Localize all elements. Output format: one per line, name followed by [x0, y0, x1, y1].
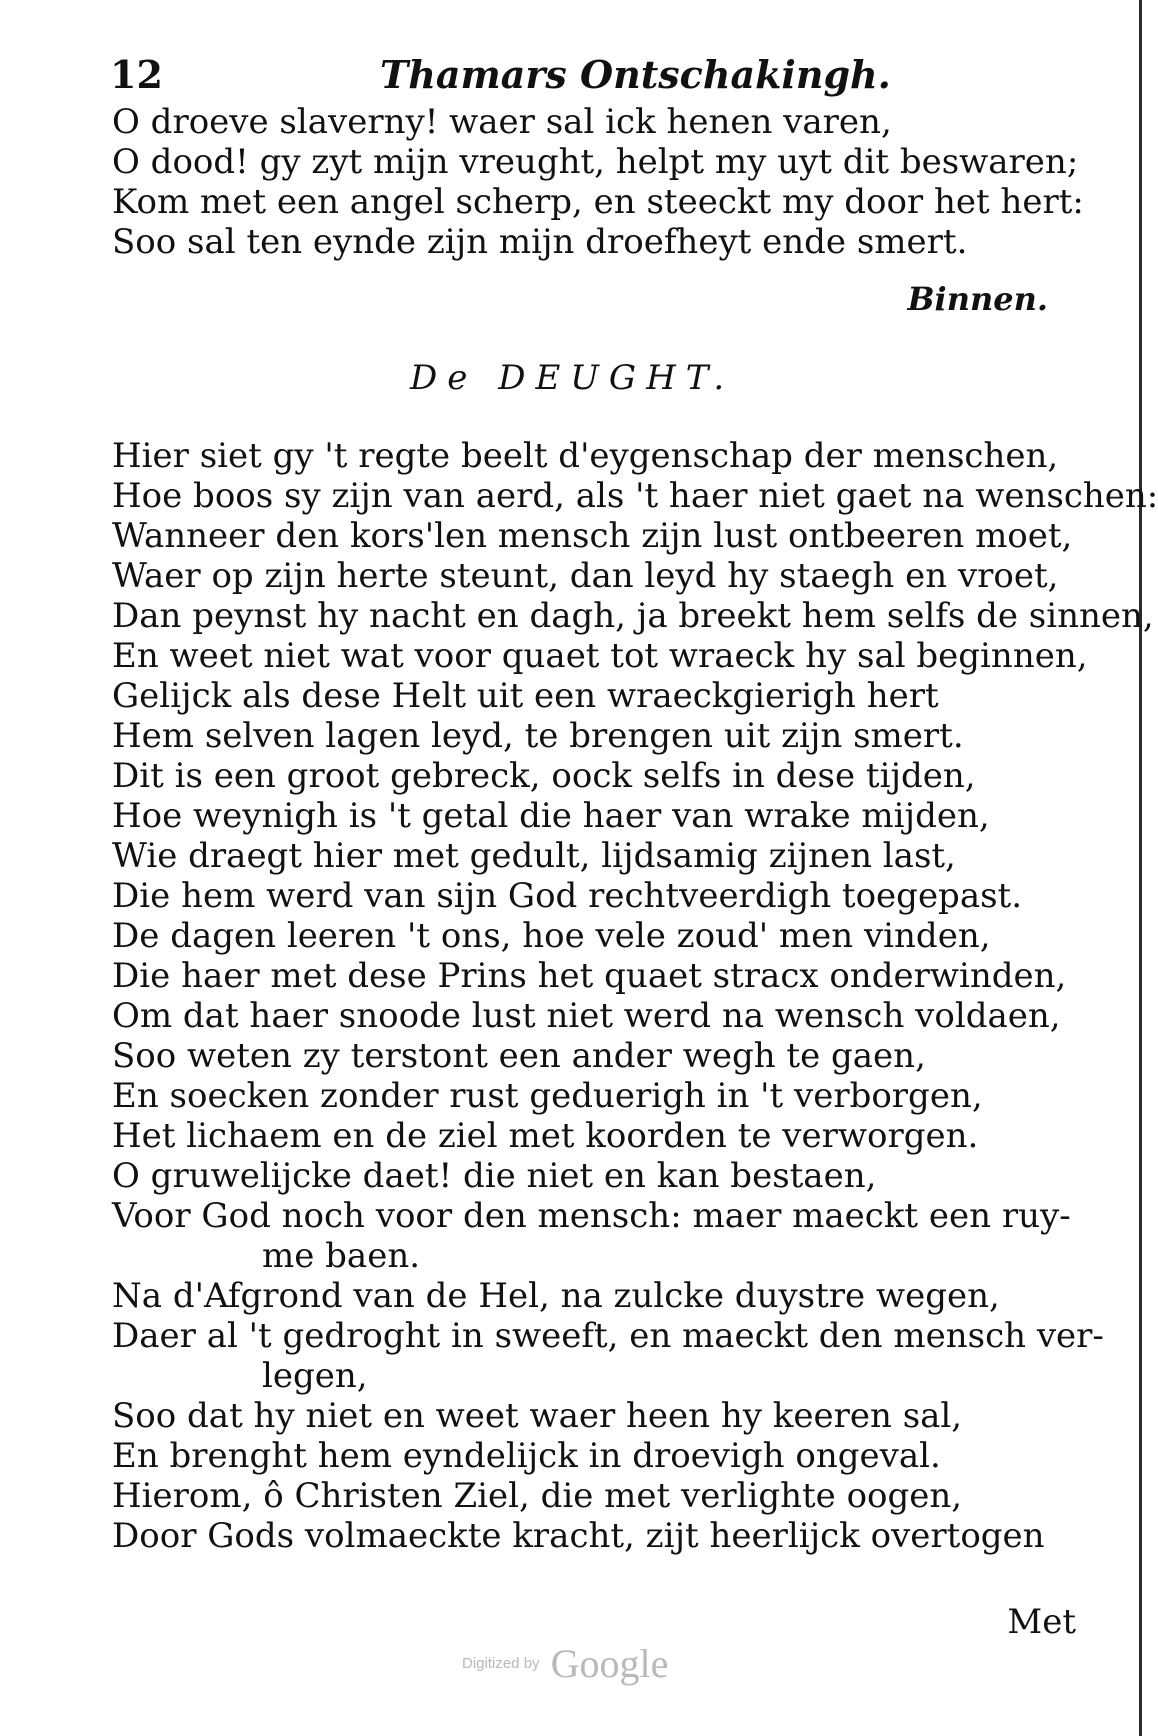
verse-line: Hierom, ô Christen Ziel, die met verlighte oogen, [112, 1476, 963, 1516]
google-logo: Google [550, 1641, 669, 1686]
verse-line: Het lichaem en de ziel met koorden te verworgen. [112, 1116, 979, 1156]
verse-stanza-1 [112, 102, 1084, 262]
verse-line: Die haer met dese Prins het quaet stracx onderwinden, [112, 956, 1067, 996]
verse-line: Hoe boos sy zijn van aerd, als 't haer niet gaet na wenschen: [112, 476, 1158, 516]
verse-line: Dit is een groot gebreck, oock selfs in dese tijden, [112, 756, 976, 796]
digitized-label: Digitized by [462, 1655, 540, 1672]
verse-line: Hem selven lagen leyd, te brengen uit zijn smert. [112, 716, 964, 756]
verse-line: En brenght hem eyndelijck in droevigh ongeval. [112, 1436, 941, 1476]
verse-line: Gelijck als dese Helt uit een wraeckgierigh hert [112, 676, 939, 716]
verse-line: Soo sal ten eynde zijn mijn droefheyt ende smert. [112, 222, 968, 262]
speaker-heading: De DEUGHT. [410, 358, 735, 398]
catchword: Met [1007, 1602, 1076, 1642]
verse-line: Voor God noch voor den mensch: maer maeckt een ruy- [112, 1196, 1071, 1236]
page-header [110, 48, 891, 98]
verse-stanza-2 [112, 436, 1158, 1556]
verse-line: En soecken zonder rust geduerigh in 't verborgen, [112, 1076, 983, 1116]
verse-line: O dood! gy zyt mijn vreught, helpt my uyt dit beswaren; [112, 142, 1079, 182]
verse-line: Daer al 't gedroght in sweeft, en maeckt den mensch ver- [112, 1316, 1104, 1356]
page-number: 12 [110, 52, 163, 97]
verse-line: Om dat haer snoode lust niet werd na wensch voldaen, [112, 996, 1061, 1036]
verse-line: Die hem werd van sijn God rechtveerdigh toegepast. [112, 876, 1023, 916]
verse-line: Dan peynst hy nacht en dagh, ja breekt hem selfs de sinnen, [112, 596, 1154, 636]
verse-line: Soo weten zy terstont een ander wegh te gaen, [112, 1036, 926, 1076]
verse-line: De dagen leeren 't ons, hoe vele zoud' men vinden, [112, 916, 991, 956]
verse-line: Hoe weynigh is 't getal die haer van wrake mijden, [112, 796, 990, 836]
verse-line-continuation: me baen. [262, 1236, 421, 1276]
verse-line-continuation: legen, [262, 1356, 368, 1396]
verse-line: O droeve slaverny! waer sal ick henen varen, [112, 102, 892, 142]
verse-line: En weet niet wat voor quaet tot wraeck hy sal beginnen, [112, 636, 1088, 676]
verse-line: Kom met een angel scherp, en steeckt my door het hert: [112, 182, 1084, 222]
verse-line: Hier siet gy 't regte beelt d'eygenschap der menschen, [112, 436, 1059, 476]
verse-line: Na d'Afgrond van de Hel, na zulcke duystre wegen, [112, 1276, 1000, 1316]
verse-line: Waer op zijn herte steunt, dan leyd hy staegh en vroet, [112, 556, 1059, 596]
stage-direction: Binnen. [907, 280, 1048, 318]
verse-line: Door Gods volmaeckte kracht, zijt heerlijck overtogen [112, 1516, 1045, 1556]
verse-line: Wie draegt hier met gedult, lijdsamig zijnen last, [112, 836, 956, 876]
verse-line: Wanneer den kors'len mensch zijn lust ontbeeren moet, [112, 516, 1073, 556]
verse-line: O gruwelijcke daet! die niet en kan bestaen, [112, 1156, 877, 1196]
verse-line: Soo dat hy niet en weet waer heen hy keeren sal, [112, 1396, 963, 1436]
running-head: Thamars Ontschakingh. [380, 52, 891, 97]
digitized-watermark [462, 1640, 668, 1687]
